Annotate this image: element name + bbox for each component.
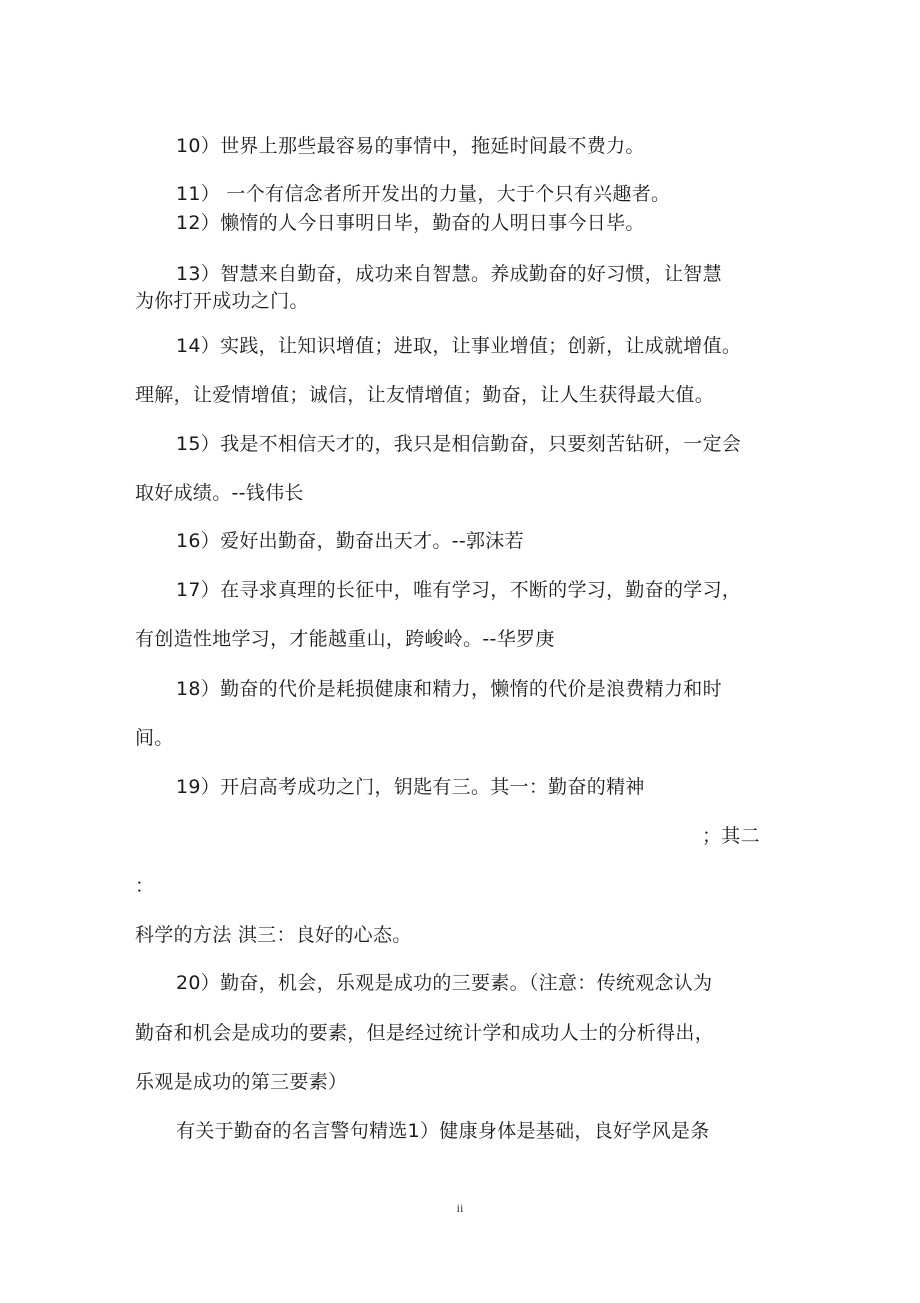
quote-17: 17）在寻求真理的长征中，唯有学习，不断的学习，勤奋的学习， <box>176 579 742 601</box>
quote-14: 14）实践，让知识增值；进取，让事业增值；创新，让成就增值。 <box>176 335 742 357</box>
quote-19: 19）开启高考成功之门，钥匙有三。其一：勤奋的精神 <box>176 776 645 798</box>
quote-20: 20）勤奋，机会，乐观是成功的三要素。（注意：传统观念认为 <box>176 972 713 994</box>
quote-16: 16）爱好出勤奋，勤奋出天才。--郭沫若 <box>176 530 524 552</box>
quote-19-fragment-colon: ： <box>135 875 155 897</box>
quote-13: 13）智慧来自勤奋，成功来自智慧。养成勤奋的好习惯，让智慧 <box>176 263 722 285</box>
quote-20-continued-1: 勤奋和机会是成功的要素，但是经过统计学和成功人士的分析得出， <box>135 1022 715 1044</box>
quote-15: 15）我是不相信天才的，我只是相信勤奋，只要刻苦钻研，一定会 <box>176 433 742 455</box>
quote-20-continued-2: 乐观是成功的第三要素） <box>135 1071 348 1093</box>
page-number: ii <box>456 1201 464 1215</box>
quote-12: 12）懒惰的人今日事明日毕，勤奋的人明日事今日毕。 <box>176 212 645 234</box>
quote-11: 11） 一个有信念者所开发出的力量，大于个只有兴趣者。 <box>176 183 671 205</box>
quote-17-continued: 有创造性地学习，才能越重山，跨峻岭。--华罗庚 <box>135 628 555 650</box>
quote-14-continued: 理解，让爱情增值；诚信，让友情增值；勤奋，让人生获得最大值。 <box>135 384 715 406</box>
quote-18-continued: 间。 <box>135 727 174 749</box>
quote-18: 18）勤奋的代价是耗损健康和精力，懒惰的代价是浪费精力和时 <box>176 678 722 700</box>
quote-13-continued: 为你打开成功之门。 <box>135 290 309 312</box>
quote-19-continued: 科学的方法 淇三：良好的心态。 <box>135 924 412 946</box>
quote-10: 10）世界上那些最容易的事情中，拖延时间最不费力。 <box>176 135 645 157</box>
quote-19-fragment-right: ；其二 <box>702 825 760 847</box>
section-intro: 有关于勤奋的名言警句精选1）健康身体是基础，良好学风是条 <box>176 1120 710 1142</box>
quote-15-continued: 取好成绩。--钱伟长 <box>135 482 304 504</box>
